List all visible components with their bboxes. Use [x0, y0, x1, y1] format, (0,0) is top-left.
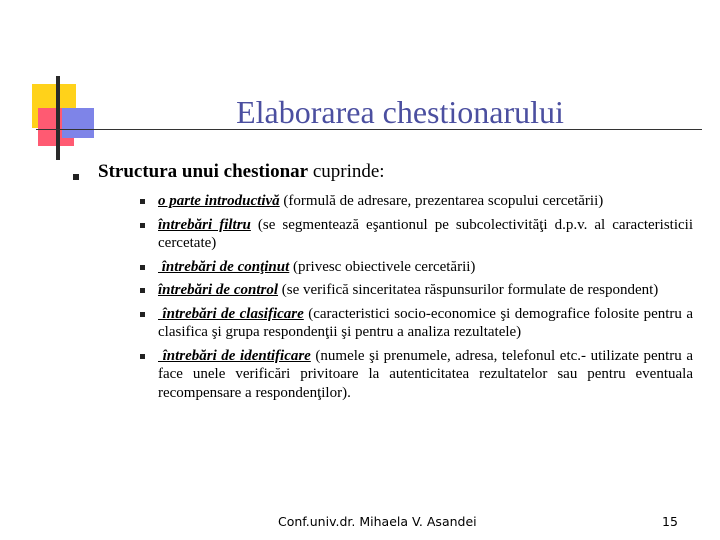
logo-blue-square — [62, 108, 94, 138]
item-text: (se segmentează eşantionul pe subcolectivităţi d.p.v. al caracteristicii cercetate) — [158, 216, 693, 251]
item-text: (formulă de adresare, prezentarea scopului cercetării) — [279, 193, 604, 209]
list-item — [158, 281, 693, 300]
item-term: o parte introductivă — [158, 193, 280, 209]
main-heading-bold: Structura unui chestionar — [98, 161, 309, 182]
footer-author: Conf.univ.dr. Mihaela V. Asandei — [278, 514, 477, 529]
item-text: (numele şi prenumele, adresa, telefonul etc.- utilizate pentru a face unele verificări privitoare la autenticitatea rezultatelor sau pentru eventuala recompensare a respondenţilor). — [158, 347, 693, 401]
structure-list — [158, 192, 693, 407]
item-term: întrebări de conţinut — [158, 258, 290, 275]
square-bullet-icon — [140, 312, 145, 317]
list-item — [158, 192, 693, 211]
square-bullet-icon — [140, 199, 145, 204]
list-item — [158, 258, 693, 277]
list-item — [158, 347, 693, 403]
square-bullet-icon — [140, 288, 145, 293]
item-term: întrebări de control — [158, 282, 279, 298]
item-text: (privesc obiectivele cercetării) — [289, 258, 476, 275]
item-term: întrebări filtru — [158, 216, 251, 233]
main-heading-rest: cuprinde: — [308, 161, 385, 182]
item-term: întrebări de identificare — [158, 347, 311, 364]
slide-title: Elaborarea chestionarului — [236, 94, 564, 130]
item-text: (se verifică sinceritatea răspunsurilor formulate de respondent) — [278, 282, 659, 298]
item-text: (caracteristici socio-economice şi demografice folosite pentru a clasifica şi grupa respondenţii şi pentru a analiza rezultatele) — [158, 305, 693, 340]
main-heading — [98, 161, 385, 183]
square-bullet-icon — [73, 174, 79, 180]
list-item — [158, 305, 693, 342]
square-bullet-icon — [140, 223, 145, 228]
logo-vertical-line — [56, 76, 60, 160]
page-number: 15 — [662, 514, 678, 529]
item-term: întrebări de clasificare — [158, 305, 304, 322]
square-bullet-icon — [140, 265, 145, 270]
square-bullet-icon — [140, 354, 145, 359]
list-item — [158, 216, 693, 253]
